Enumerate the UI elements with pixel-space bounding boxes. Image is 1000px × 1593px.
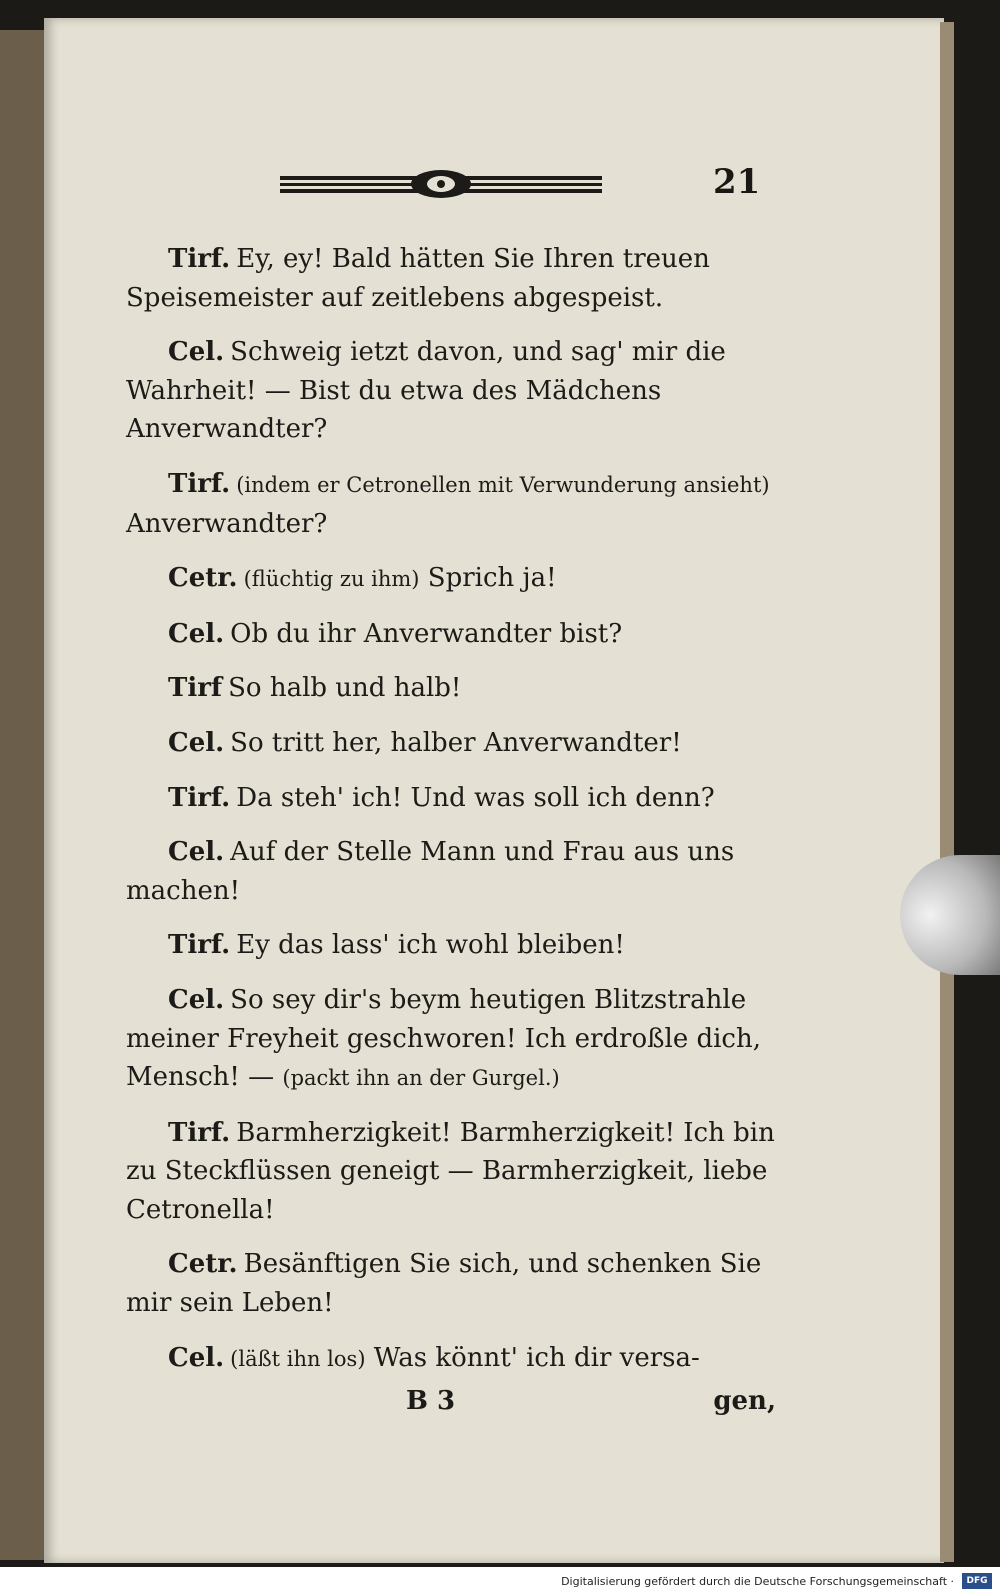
dialogue-line <box>126 333 776 449</box>
dialogue-line <box>126 465 776 543</box>
credit-text: Digitalisierung gefördert durch die Deutsche Forschungsgemeinschaft · <box>561 1575 954 1588</box>
dialogue-line <box>126 779 776 818</box>
speaker-name: Tirf. <box>168 782 231 813</box>
line-text: Auf der Stelle Mann und Frau aus uns machen! <box>126 837 735 906</box>
line-text: Besänftigen Sie sich, und schenken Sie mir sein Leben! <box>126 1249 762 1319</box>
stage-direction: (flüchtig zu ihm) <box>243 567 420 592</box>
dialogue-line <box>126 669 776 708</box>
dfg-logo: DFG <box>962 1573 992 1589</box>
speaker-name: Cel. <box>168 1342 225 1373</box>
line-text: Schweig ietzt davon, und sag' mir die Wahrheit! — Bist du etwa des Mädchens Anverwandter? <box>126 337 726 445</box>
line-text: Ey, ey! Bald hätten Sie Ihren treuen Speisemeister auf zeitlebens abgespeist. <box>126 244 710 313</box>
dialogue-line <box>126 615 776 654</box>
book-spine <box>0 30 44 1560</box>
page-number: 21 <box>713 162 761 202</box>
dialogue-line <box>126 724 776 763</box>
page-edge <box>940 22 954 1562</box>
line-text: Anverwandter? <box>126 508 328 539</box>
speaker-name: Cel. <box>168 337 225 368</box>
stage-direction: (läßt ihn los) <box>230 1346 366 1371</box>
signature-mark: B 3 <box>406 1386 456 1416</box>
speaker-name: Tirf <box>168 673 223 704</box>
line-text: Barmherzigkeit! Barmherzigkeit! Ich bin zu Steckflüssen geneigt — Barmherzigkeit, liebe Cetronella! <box>126 1117 775 1225</box>
dialogue-text <box>126 240 776 1394</box>
dialogue-line <box>126 981 776 1098</box>
speaker-name: Tirf. <box>168 468 231 499</box>
line-text: So tritt her, halber Anverwandter! <box>230 727 682 758</box>
line-text: So halb und halb! <box>228 673 462 704</box>
speaker-name: Cetr. <box>168 563 238 594</box>
line-text: Ey das lass' ich wohl bleiben! <box>236 930 625 961</box>
speaker-name: Cetr. <box>168 1249 238 1280</box>
ornament-rule <box>280 166 602 202</box>
dialogue-line <box>126 559 776 599</box>
line-text: Da steh' ich! Und was soll ich denn? <box>236 782 715 813</box>
line-text: So sey dir's beym heutigen Blitzstrahle meiner Freyheit geschworen! Ich erdroßle dich, Mensch! — <box>126 984 761 1093</box>
dialogue-line <box>126 1245 776 1322</box>
dialogue-line <box>126 926 776 965</box>
speaker-name: Cel. <box>168 837 225 868</box>
stage-direction: (indem er Cetronellen mit Verwunderung ansieht) <box>236 472 770 497</box>
line-text: Was könnt' ich dir versa- <box>373 1342 700 1373</box>
speaker-name: Cel. <box>168 727 225 758</box>
line-text: Sprich ja! <box>427 563 557 594</box>
speaker-name: Tirf. <box>168 244 231 274</box>
line-text: Ob du ihr Anverwandter bist? <box>230 618 623 649</box>
speaker-name: Tirf. <box>168 930 231 961</box>
dialogue-line <box>126 1114 776 1230</box>
dialogue-line <box>126 1339 776 1379</box>
credit-bar <box>0 1567 1000 1593</box>
speaker-name: Cel. <box>168 984 225 1015</box>
speaker-name: Cel. <box>168 618 225 649</box>
stage-direction: (packt ihn an der Gurgel.) <box>282 1066 560 1091</box>
catchword: gen, <box>713 1386 776 1416</box>
speaker-name: Tirf. <box>168 1117 231 1148</box>
dialogue-line <box>126 240 776 317</box>
dialogue-line <box>126 833 776 910</box>
